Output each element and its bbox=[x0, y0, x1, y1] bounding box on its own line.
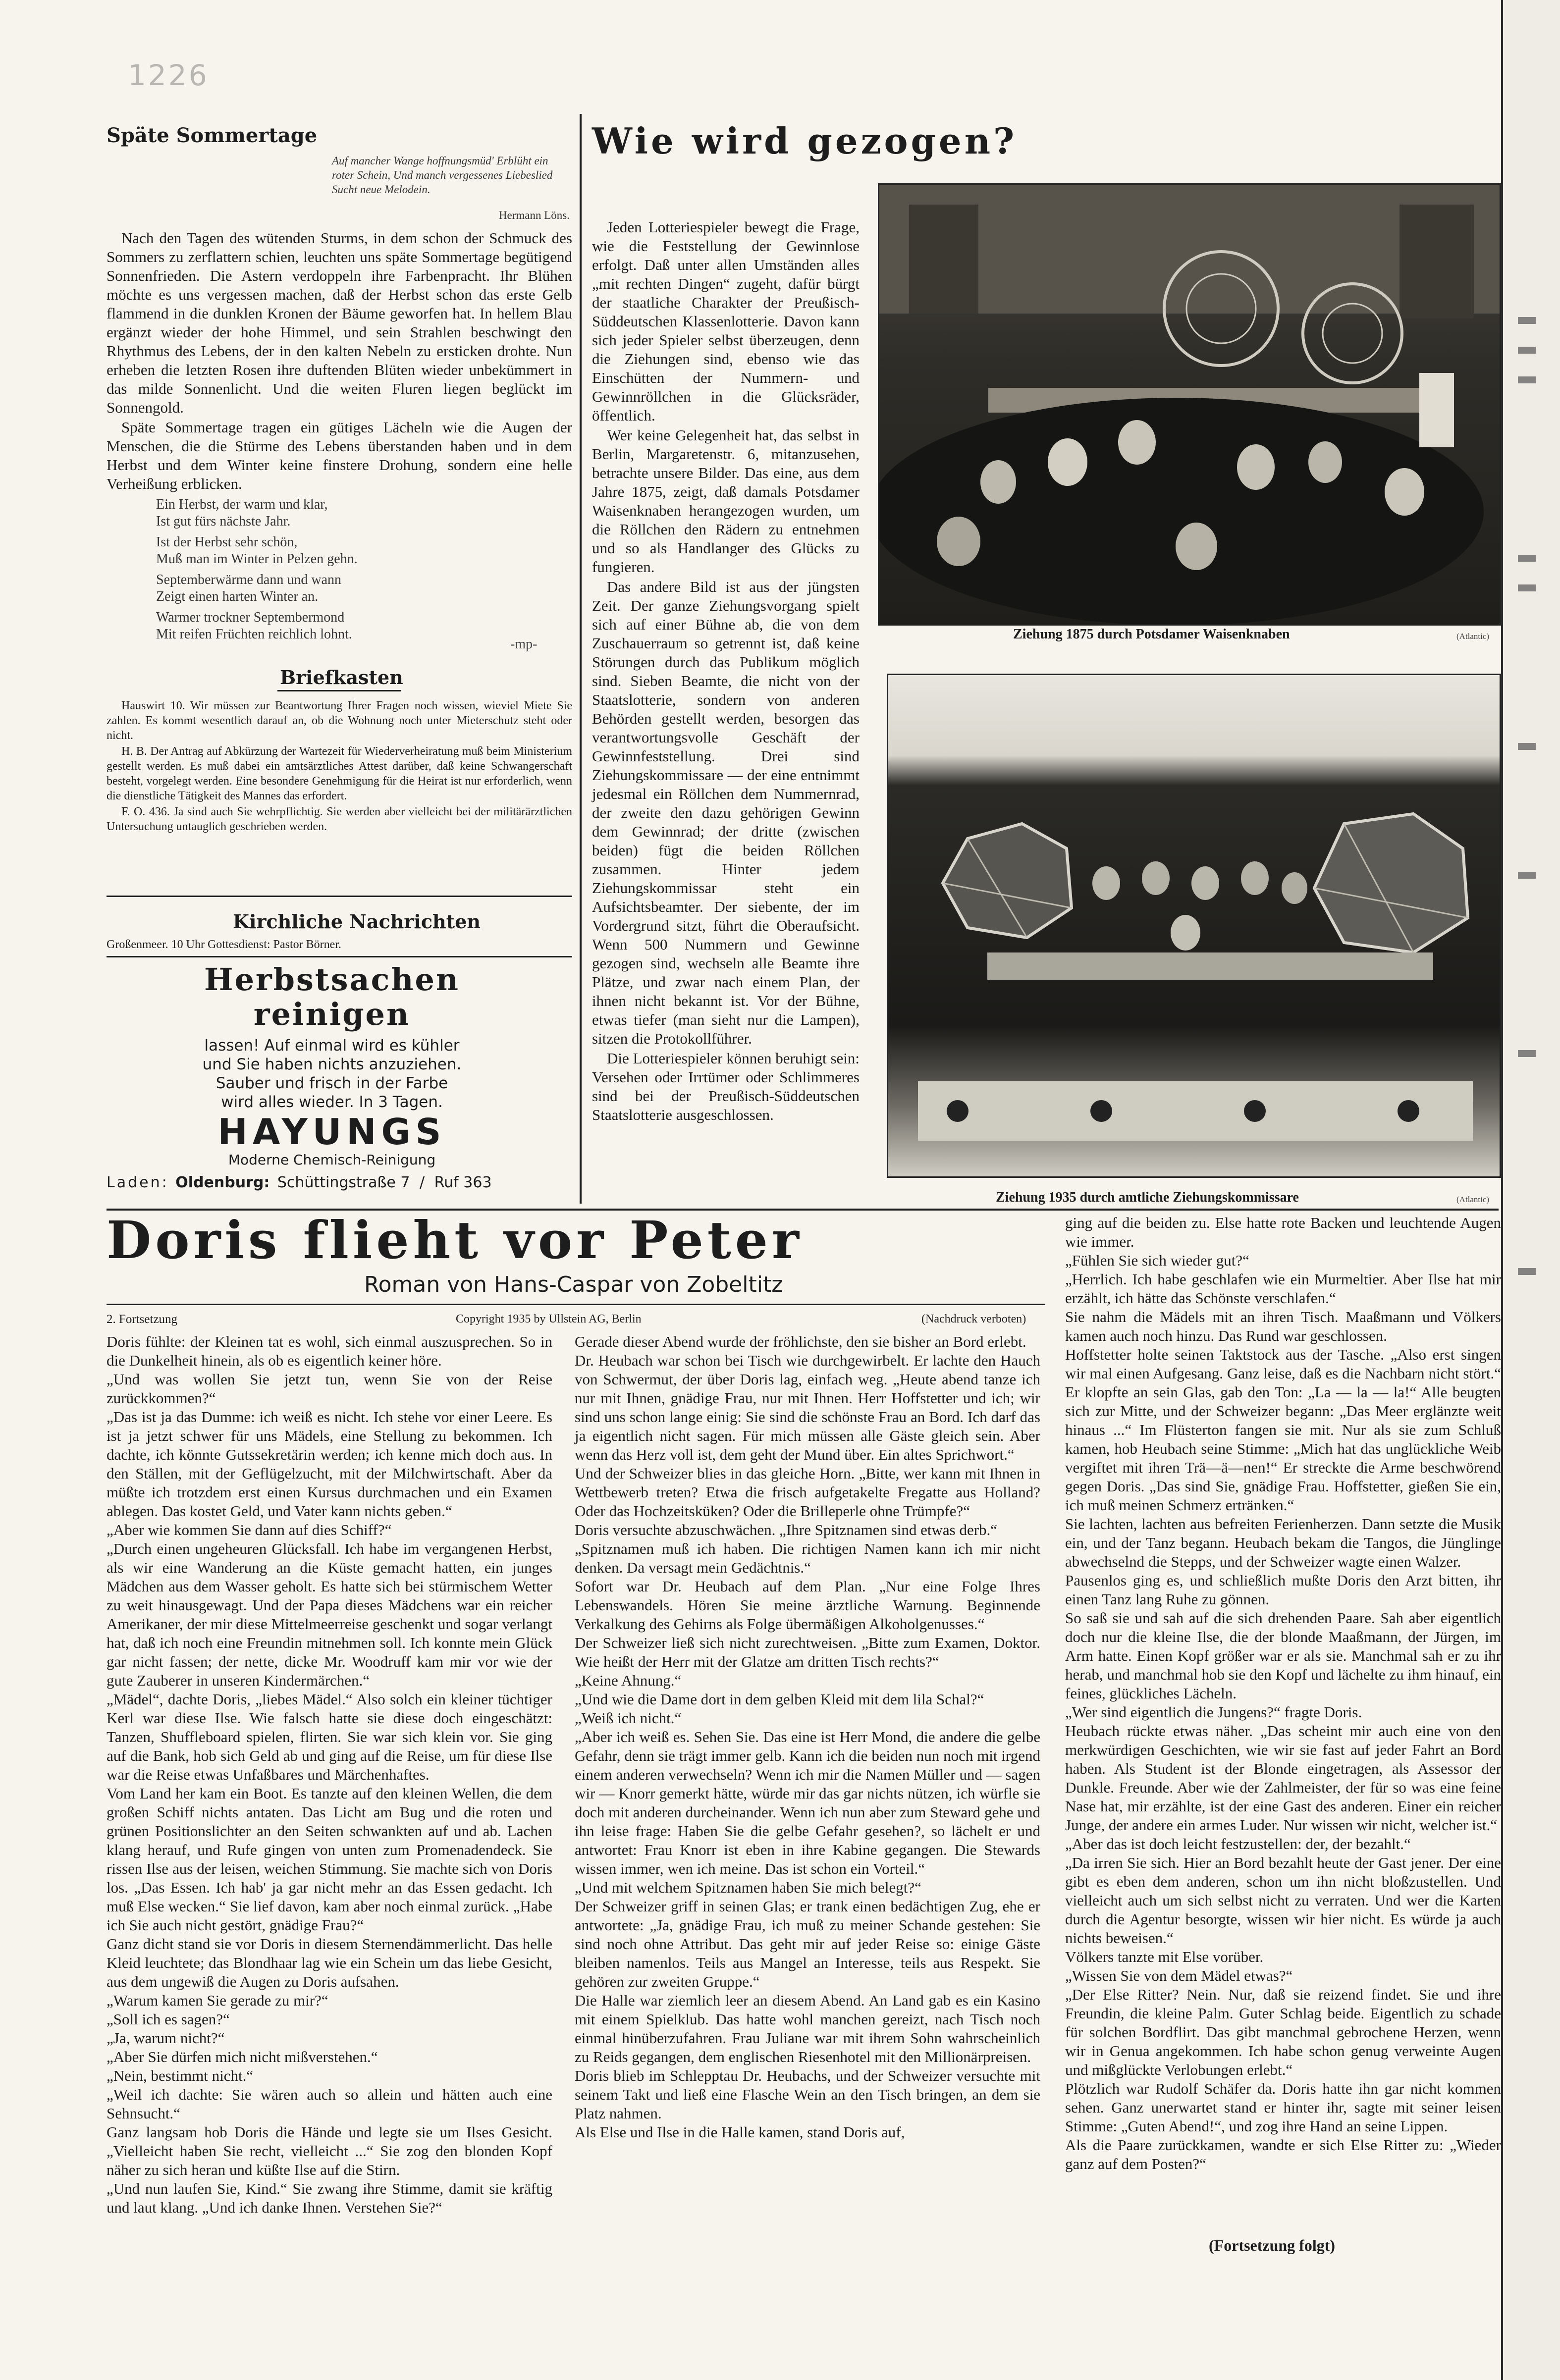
page-number: 1226 bbox=[128, 58, 209, 92]
kirchliche-text: Großenmeer. 10 Uhr Gottesdienst: Pastor Börner. bbox=[107, 938, 341, 951]
lottery-paragraph: Wer keine Gelegenheit hat, das selbst in Berlin, Margaretenstr. 6, mitanzusehen, betrachte unsere Bilder. Das eine, aus dem Jahre 1875, zeigt, daß damals Potsdamer Waisenknaben herangezogen wurden, um die Röllchen den Rädern zu entnehmen und so als Handlanger des Glücks zu fungieren. bbox=[592, 426, 860, 576]
ad-brand: HAYUNGS bbox=[217, 1111, 446, 1153]
ad-body-line: und Sie haben nichts anzuziehen. bbox=[202, 1056, 462, 1073]
section-divider bbox=[107, 956, 572, 957]
kirchliche-title: Kirchliche Nachrichten bbox=[233, 910, 481, 933]
novel-subtitle: Roman von Hans-Caspar von Zobeltitz bbox=[364, 1272, 783, 1297]
ad-body-line: lassen! Auf einmal wird es kühler bbox=[204, 1037, 460, 1055]
lottery-body bbox=[592, 218, 860, 1125]
briefkasten-underline bbox=[277, 690, 401, 691]
ad-address-label: Laden: bbox=[107, 1174, 169, 1191]
ad-body bbox=[173, 1036, 490, 1111]
sommertage-motto-author: Hermann Löns. bbox=[498, 209, 570, 221]
novel-column-2: Gerade dieser Abend wurde der fröhlichste, den sie bisher an Bord erlebt. Dr. Heubach war schon bei Tisch wie durchgewirbelt. Er lachte den Hauch von Schwermut, der über Doris lag, einfach weg. „Heute abend tanze ich nur mit Ihnen, gnädige Frau, nur mit Ihnen. Herr Hoffstetter und ich; wir sind uns schon lange einig: Sie sind die schönste Frau an Bord. Ich darf das ja eigentlich nicht sagen. Für mich müssen alle Gäste gleich sein. Aber wenn das Herz voll ist, dem geht der Mund über. Ein altes Sprichwort.“ Und der Schweizer blies in das gleiche Horn. „Bitte, wer kann mit Ihnen in Wettbewerb treten? Etwa die frisch aufgetakelte Fregatte aus Holland? Oder das Hochzeitsküken? Oder die Brilleperle ohne Trümpfe?“ Doris versuchte abzuschwächen. „Ihre Spitznamen sind etwas derb.“ „Spitznamen muß ich haben. Die richtigen Namen kann ich mir nicht denken. Da versagt mein Gedächtnis.“ Sofort war Dr. Heubach auf dem Plan. „Nur eine Folge Ihres Lebenswandels. Hören Sie meine ärztliche Warnung. Beginnende Verkalkung des Gehirns als Folge übermäßigen Alkoholgenusses.“ Der Schweizer ließ sich nicht zurechtweisen. „Bitte zum Examen, Doktor. Wie heißt der Herr mit der Glatze am dritten Tisch rechts?“ „Keine Ahnung.“ „Und wie die Dame dort in dem gelben Kleid mit dem lila Schal?“ „Weiß ich nicht.“ „Aber ich weiß es. Sehen Sie. Das eine ist Herr Mond, die andere die gelbe Gefahr, denn sie trägt immer gelb. Kann ich die beiden nun noch mit irgend einem anderen verwechseln? Wenn ich mir die Namen Müller und — sagen wir — Knorr gemerkt hätte, würde mir das gar nichts nützen, ich würfle sie doch mit anderen durcheinander. Wenn ich nun aber zum Steward gehe und ihn leise frage: Haben Sie die gelbe Gefahr gesehen?, so lächelt er und antwortet: Frau Knorr ist eben in ihre Kabine gegangen. Die Stewards wissen immer, wen ich meine. Das ist schon ein Vorteil.“ „Und mit welchem Spitznamen haben Sie mich belegt?“ Der Schweizer griff in seinen Glas; er trank einen bedächtigen Zug, ehe er antwortete: „Ja, gnädige Frau, ich muß zu meiner Schande gestehen: Sie sind noch ohne Attribut. Das geht mir auf jeder Reise so: einige Gäste bleiben namenlos. Teils aus Mangel an Interesse, teils aus Respekt. Sie gehören zur zweiten Gruppe.“ Die Halle war ziemlich leer an diesem Abend. An Land gab es ein Kasino mit einem Spielklub. Das hatte wohl manchen gereizt, nach Tisch noch einmal hinüberzufahren. Frau Juliane war mit ihrem Sohn wahrscheinlich zu Reids gegangen, dem englischen Riesenhotel mit den Millionärpreisen. Doris blieb im Schlepptau Dr. Heubachs, und der Schweizer versuchte mit seinem Takt und ließ eine Flasche Wein an den Tisch bringen, an dem sie Platz nahmen. Als Else und Ilse in die Halle kamen, stand Doris auf, bbox=[575, 1333, 1040, 2141]
briefkasten-body bbox=[107, 698, 572, 835]
ad-body-line: wird alles wieder. In 3 Tagen. bbox=[221, 1093, 443, 1111]
novel-continued: (Fortsetzung folgt) bbox=[1209, 2236, 1336, 2254]
sommertage-paragraph: Späte Sommertage tragen ein gütiges Lächeln wie die Augen der Menschen, die die Stürme des Lebens überstanden haben und in dem Herbst und dem Winter keine finstere Drohung, sondern eine helle Verheißung erblicken. bbox=[107, 419, 572, 492]
sommertage-title: Späte Sommertage bbox=[107, 124, 318, 147]
sommertage-motto: Auf mancher Wange hoffnungsmüd' Erblüht ein roter Schein, Und manch vergessenes Liebeslied Sucht neue Melodein. bbox=[332, 155, 553, 196]
ad-headline-line2: reinigen bbox=[253, 996, 411, 1032]
photo-ziehung-1875 bbox=[878, 183, 1501, 626]
ad-address-separator: / bbox=[420, 1174, 425, 1191]
sommertage-verse: Ist der Herbst sehr schön, Muß man im Winter in Pelzen gehn. bbox=[156, 534, 358, 567]
ad-address-phone: Ruf 363 bbox=[434, 1174, 492, 1191]
lottery-paragraph: Die Lotteriespieler können beruhigt sein: Versehen oder Irrtümer oder Schlimmeres sind bei der Preußisch-Süddeutschen Staatslotterie ausgeschlossen. bbox=[592, 1050, 860, 1123]
photo-1875-caption: Ziehung 1875 durch Potsdamer Waisenknaben bbox=[1013, 627, 1290, 642]
lottery-headline: Wie wird gezogen? bbox=[592, 120, 1018, 162]
lottery-paragraph: Das andere Bild ist aus der jüngsten Zeit. Der ganze Ziehungsvorgang spielt sich auf einer Bühne ab, die von dem Zuschauerraum so getrennt ist, daß keine Störungen durch das Publikum möglich sind. Sieben Beamte, die nicht von der Staatslotterie, sondern von anderen Behörden gestellt werden, besorgen das verantwortungsvolle Geschäft der Gewinnfeststellung. Drei sind Ziehungskommissare — der eine entnimmt jedesmal ein Röllchen dem Nummernrad, der zweite den dazu gehörigen Gewinn dem Gewinnrad; der dritte (zwischen beiden) fügt die beiden Röllchen zusammen. Hinter jedem Ziehungskommissar steht ein Aufsichtsbeamter. Der siebente, der im Vordergrund sitzt, führt die Oberaufsicht. Wenn 500 Nummern und Gewinne gezogen sind, wechseln alle Beamte ihre Plätze, und zwar nach einem Plan, der ihnen nicht bekannt ist. Vor der Bühne, etwas tiefer (man sieht nur die Lampen), sitzen die Protokollführer. bbox=[592, 578, 860, 1047]
novel-title: Doris flieht vor Peter bbox=[107, 1210, 803, 1270]
sommertage-verse: Ein Herbst, der warm und klar, Ist gut fürs nächste Jahr. bbox=[156, 497, 328, 529]
engraving-drawing bbox=[879, 185, 1500, 624]
column-rule bbox=[580, 114, 582, 1204]
photo-ziehung-1935 bbox=[887, 674, 1501, 1178]
novel-column-3: ging auf die beiden zu. Else hatte rote Backen und leuchtende Augen wie immer. „Fühlen Sie sich wieder gut?“ „Herrlich. Ich habe geschlafen wie ein Murmeltier. Aber Ilse hat mir erzählt, ich hätte das Schönste verschlafen.“ Sie nahm die Mädels mit an ihren Tisch. Maaßmann und Völkers kamen auch noch hinzu. Das Rund war geschlossen. Hoffstetter holte seinen Taktstock aus der Tasche. „Also erst singen wir mal einen Aufgesang. Ganz leise, daß es die Nachbarn nicht stört.“ Er klopfte an sein Glas, gab den Ton: „La — la — la!“ Alle beugten sich zur Mitte, und der Schweizer begann: „Das Meer erglänzte weit hinaus ...“ Im Flüsterton fangen sie mit. Nur als sie zum Schluß kamen, hob Heubach seine Stimme: „Mich hat das unglückliche Weib vergiftet mit ihren Trä—ä—nen!“ Er streckte die Arme beschwörend gegen Doris. „Das sind Sie, gnädige Frau. Hoffstetter, gießen Sie ein, ich muß meinen Schmerz ertränken.“ Sie lachten, lachten aus befreiten Ferienherzen. Dann setzte die Musik ein, und der Tanz begann. Heubach bekam die Tangos, die Jünglinge abwechselnd die Stepps, und der Schweizer wagte einen Walzer. Pausenlos ging es, und schließlich mußte Doris den Arzt bitten, ihr einen Tanz lang Ruhe zu gönnen. So saß sie und sah auf die sich drehenden Paare. Sah aber eigentlich doch nur die kleine Ilse, die der blonde Maaßmann, der Jürgen, im Arm hatte. Einen Kopf größer war er als sie. Manchmal sah er zu ihr herab, und manchmal hob sie den Kopf und lächelte zu ihm hinauf, ein feines, glückliches Lächeln. „Wer sind eigentlich die Jungens?“ fragte Doris. Heubach rückte etwas näher. „Das scheint mir auch eine von den merkwürdigen Geschichten, wie wir sie fast auf jeder Fahrt an Bord haben. Als Student ist der Blonde eingetragen, als Assessor der Dunkle. Freunde. Aber wie der Zahlmeister, der für so was eine feine Nase hat, mir erzählte, ist der eine Gast des anderen. Einer ein reicher Junge, der andere ein armes Luder. Nur wissen wir nicht, welcher ist.“ „Aber das ist doch leicht festzustellen: der, der bezahlt.“ „Da irren Sie sich. Hier an Bord bezahlt heute der Gast jener. Der eine gibt es eben dem anderen, schon um ihn nicht bloßzustellen. Und vielleicht auch um sich selbst nicht zu verraten. Und wer die Karten durch die Agentur besorgte, wissen wir hier nicht. Es würde ja auch nichts beweisen.“ Völkers tanzte mit Else vorüber. „Wissen Sie von dem Mädel etwas?“ „Der Else Ritter? Nein. Nur, daß sie reizend findet. Sie und ihre Freundin, die kleine Palm. Guter Schlag beide. Eigentlich zu schade für solchen Bordflirt. Das gibt manchmal gebrochene Herzen, wenn wir in Genua angekommen. Ich habe schon genug verweinte Augen und mißglückte Verlobungen erlebt.“ Plötzlich war Rudolf Schäfer da. Doris hatte ihn gar nicht kommen sehen. Ganz unerwartet stand er hinter ihr, sagte mit seiner leisen Stimme: „Guten Abend!“, und zog ihre Hand an seine Lippen. Als die Paare zurückkamen, wandte er sich Else Ritter zu: „Wieder ganz auf dem Posten?“ bbox=[1065, 1214, 1501, 2172]
photo-1935-caption: Ziehung 1935 durch amtliche Ziehungskommissare bbox=[996, 1190, 1299, 1205]
briefkasten-entry: H. B. Der Antrag auf Abkürzung der Wartezeit für Wiederverheiratung muß beim Ministerium gestellt werden. Es muß dabei ein amtsärztliches Attest darüber, daß keine Schwangerschaft besteht, vorgelegt werden. Eine besondere Genehmigung für die Heirat ist nur erforderlich, wenn die dienstliche Tätigkeit des Mannes das erfordert. bbox=[107, 745, 572, 802]
novel-column-1: Doris fühlte: der Kleinen tat es wohl, sich einmal auszusprechen. So in die Dunkelheit hinein, als ob es eigentlich keiner höre. „Und was wollen Sie jetzt tun, wenn Sie von der Reise zurückkommen?“ „Das ist ja das Dumme: ich weiß es nicht. Ich stehe vor einer Leere. Es ist ja jetzt schwer für uns Mädels, eine Stellung zu bekommen. Ich dachte, ich könnte Gutssekretärin werden; ich kenne mich doch aus. In den Ställen, mit der Geflügelzucht, mit der Milchwirtschaft. Aber da müßte ich trotzdem erst einen Kursus durchmachen und ein Examen ablegen. Das kostet Geld, und Vater kann nichts geben.“ „Aber wie kommen Sie dann auf dies Schiff?“ „Durch einen ungeheuren Glücksfall. Ich habe im vergangenen Herbst, als wir eine Wanderung an die Küste gemacht hatten, ein junges Mädchen aus dem Wasser geholt. Es hatte sich bei stürmischem Wetter zu weit hinausgewagt. Und der Papa dieses Mädchens war ein reicher Amerikaner, der mir diese Mittelmeerreise geschenkt und sogar verlangt hat, daß ich noch eine Freundin mitnehmen soll. Ich konnte mein Glück gar nicht fassen; der nette, dicke Mr. Woodruff kam mir vor wie der gute Zauberer in unseren Kindermärchen.“ „Mädel“, dachte Doris, „liebes Mädel.“ Also solch ein kleiner tüchtiger Kerl war diese Ilse. Wie falsch hatte sie diese doch eingeschätzt: Tanzen, Shuffleboard spielen, flirten. Sie war sich klein vor. Sie ging auf die Bank, hob sich Geld ab und ging auf die Reise, um für diese Ilse war die Reise etwas Unfaßbares und Märchenhaftes. Vom Land her kam ein Boot. Es tanzte auf den kleinen Wellen, die dem großen Schiff nichts antaten. Das Licht am Bug und die roten und grünen Positionslichter an den Seiten schwankten auf und ab. Lachen klang herauf, und Rufe gingen von unten zum Promenadendeck. Sie rissen Ilse aus der leisen, weichen Stimmung. Sie machte sich von Doris los. „Das Essen. Ich hab' ja gar nicht mehr an das Essen gedacht. Ich muß Else wecken.“ Sie lief davon, kam aber noch einmal zurück. „Habe ich Sie auch nicht gestört, gnädige Frau?“ Ganz dicht stand sie vor Doris in diesem Sternendämmerlicht. Das helle Kleid leuchtete; das Blondhaar lag wie ein Schein um das liebe Gesicht, aus dem ungewiß die Augen zu Doris aufsahen. „Warum kamen Sie gerade zu mir?“ „Soll ich es sagen?“ „Ja, warum nicht?“ „Aber Sie dürfen mich nicht mißverstehen.“ „Nein, bestimmt nicht.“ „Weil ich dachte: Sie wären auch so allein und hätten auch eine Sehnsucht.“ Ganz langsam hob Doris die Hände und legte sie um Ilses Gesicht. „Vielleicht haben Sie recht, vielleicht ...“ Sie zog den blonden Kopf näher zu sich heran und küßte Ilse auf die Stirn. „Und nun laufen Sie, Kind.“ Sie zwang ihre Stimme, damit sie kräftig und laut klang. „Und ich danke Ihnen. Verstehen Sie?“ bbox=[107, 1333, 552, 2216]
briefkasten-title: Briefkasten bbox=[280, 666, 403, 688]
ad-address-city: Oldenburg: bbox=[175, 1174, 270, 1191]
ad-headline-line1: Herbstsachen bbox=[204, 961, 460, 998]
novel-title-rule bbox=[107, 1304, 1045, 1305]
photo-1935-credit: (Atlantic) bbox=[1456, 1195, 1490, 1204]
adjacent-page-edge bbox=[1501, 0, 1560, 2380]
ad-tagline: Moderne Chemisch-Reinigung bbox=[228, 1152, 436, 1168]
photograph-drawing bbox=[888, 675, 1500, 1176]
sommertage-verse: Warmer trockner Septembermond Mit reifen Früchten reichlich lohnt. bbox=[156, 610, 352, 642]
sommertage-body bbox=[107, 229, 572, 643]
novel-installment: 2. Fortsetzung bbox=[107, 1313, 178, 1326]
novel-copyright: Copyright 1935 by Ullstein AG, Berlin bbox=[456, 1313, 642, 1325]
lottery-paragraph: Jeden Lotteriespieler bewegt die Frage, wie die Feststellung der Gewinnlose erfolgt. Daß unter allen Umständen alles „mit rechten Dingen“ zugeht, dafür bürgt der staatliche Charakter der Preußisch-Süddeutschen Klassenlotterie. Davon kann sich jeder Spieler selbst überzeugen, denn die Ziehungen sind, ebenso wie das Einschütten der Nummern- und Gewinnröllchen in die Glücksräder, öffentlich. bbox=[592, 218, 860, 424]
sommertage-paragraph: Nach den Tagen des wütenden Sturms, in dem schon der Schmuck des Sommers zu zerflattern schien, leuchten uns späte Sommertage begütigend Sonnenfrieden. Die Astern verdoppeln ihre Farbenpracht. Ihr Blühen möchte es uns vergessen machen, daß der Herbst schon das erste Gelb flammend in die dunklen Kronen der Bäume geworfen hat. In hellem Blau ergänzt wieder der hohe Himmel, und sein Strahlen beschwingt den Rhythmus des Lebens, der in den kalten Nebeln zu ersticken drohte. Nun erheben die letzten Rosen ihre duftenden Blüten wieder unbekümmert in das milde Sonnenlicht. Und die weiten Fluren liegen beglückt im Sonnengold. bbox=[107, 229, 572, 416]
ad-address bbox=[107, 1174, 572, 1191]
sommertage-signature: -mp- bbox=[510, 636, 538, 652]
photo-1875-credit: (Atlantic) bbox=[1456, 632, 1490, 641]
ad-address-street: Schüttingstraße 7 bbox=[277, 1174, 410, 1191]
briefkasten-entry: F. O. 436. Ja sind auch Sie wehrpflichtig. Sie werden aber vielleicht bei der militärärztlichen Untersuchung untauglich geschrieben werden. bbox=[107, 805, 572, 833]
briefkasten-entry: Hauswirt 10. Wir müssen zur Beantwortung Ihrer Fragen noch wissen, wieviel Miete Sie zahlen. Es kommt wesentlich darauf an, ob die Wohnung noch unter Mieterschutz steht oder nicht. bbox=[107, 699, 572, 742]
sommertage-verse: Septemberwärme dann und wann Zeigt einen harten Winter an. bbox=[156, 572, 341, 604]
novel-reprint-notice: (Nachdruck verboten) bbox=[921, 1313, 1026, 1325]
section-divider bbox=[107, 896, 572, 897]
ad-body-line: Sauber und frisch in der Farbe bbox=[215, 1074, 448, 1092]
